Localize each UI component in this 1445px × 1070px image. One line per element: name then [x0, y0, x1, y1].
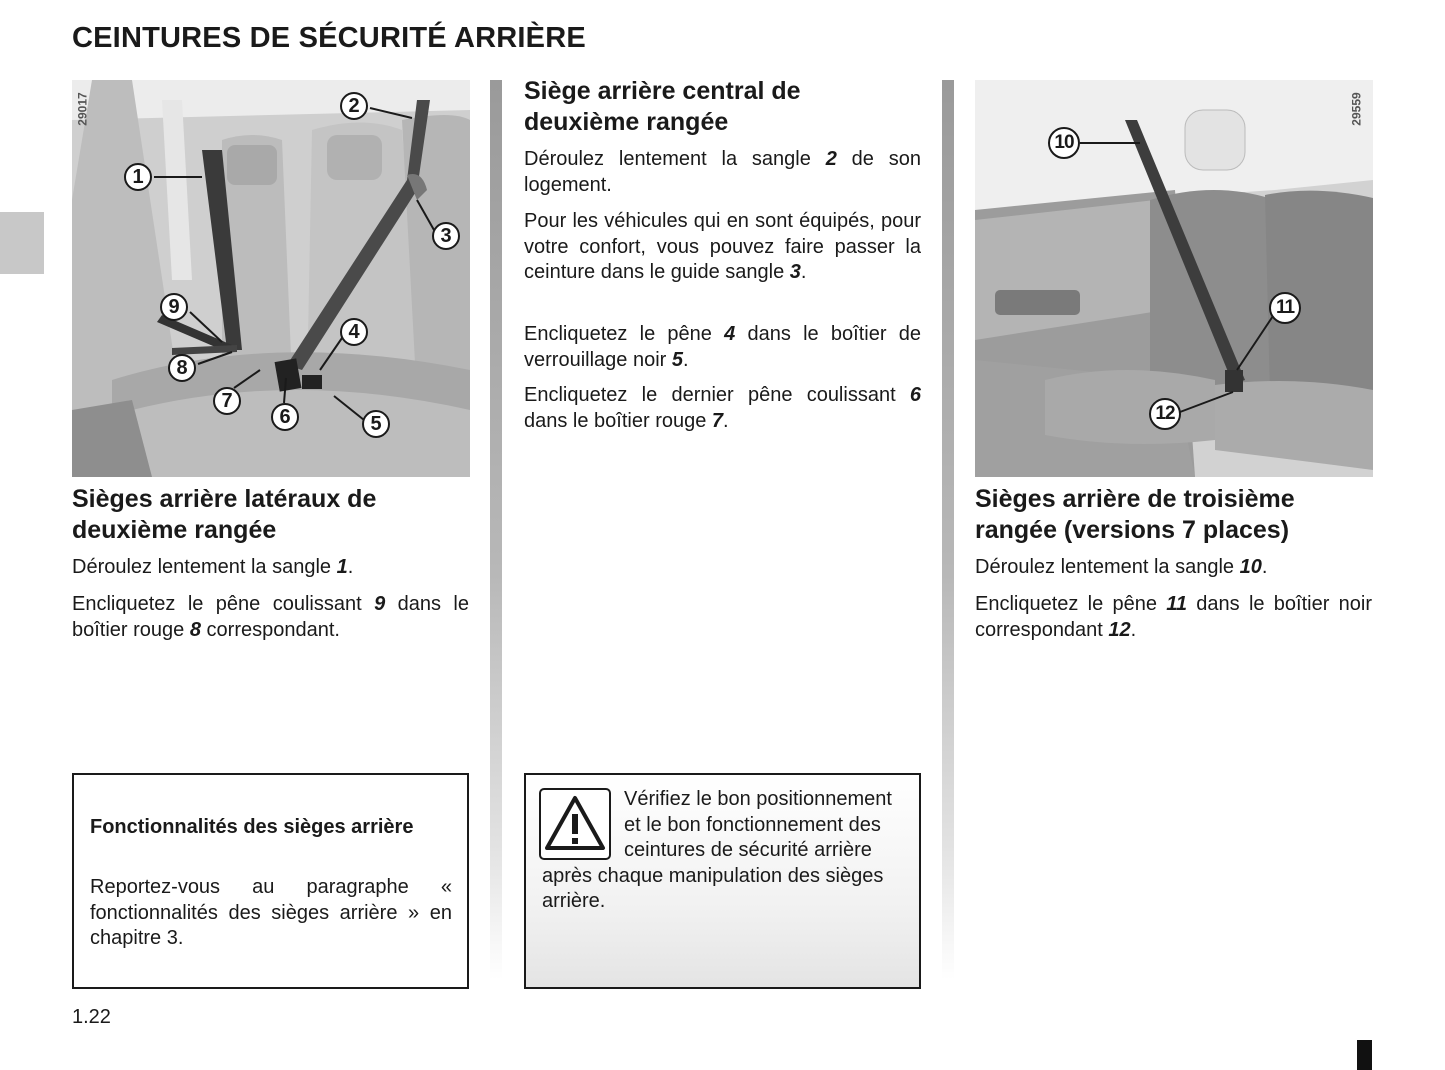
section-heading-second-row-center: Siège arrière central de deuxième rangée [524, 77, 801, 136]
callout-10: 10 [1048, 127, 1080, 159]
paragraph: Encliquetez le pêne 4 dans le boîtier de verrouillage noir 5. [524, 323, 921, 371]
paragraph: Encliquetez le pêne coulissant 9 dans le boîtier rouge 8 correspondant. [72, 593, 469, 641]
figure-reference-code: 29017 [75, 92, 90, 126]
figure-second-row-seats [72, 80, 470, 477]
callout-1: 1 [124, 163, 152, 191]
callout-6: 6 [271, 403, 299, 431]
paragraph: Déroulez lentement la sangle 1. [72, 556, 354, 578]
warning-text: Vérifiez le bon positionnement et le bon fonctionnement des ceintures de sécurité arrière après chaque manipulation des sièges arrière. [542, 788, 892, 912]
callout-leader-lines [72, 80, 470, 477]
section-heading-third-row: Sièges arrière de troisième rangée (versions 7 places) [975, 485, 1295, 544]
callout-2: 2 [340, 92, 368, 120]
paragraph: Déroulez lentement la sangle 10. [975, 556, 1268, 578]
page-title: CEINTURES DE SÉCURITÉ ARRIÈRE [72, 22, 586, 54]
page-number: 1.22 [72, 1006, 111, 1028]
warning-box [524, 773, 921, 989]
section-heading-second-row-side: Sièges arrière latéraux de deuxième rangée [72, 485, 377, 544]
paragraph: Encliquetez le pêne 11 dans le boîtier noir correspondant 12. [975, 593, 1372, 641]
column-divider-left [490, 80, 502, 980]
figure-third-row-seats [975, 80, 1373, 477]
callout-7: 7 [213, 387, 241, 415]
column-divider-right [942, 80, 954, 980]
callout-4: 4 [340, 318, 368, 346]
callout-3: 3 [432, 222, 460, 250]
callout-8: 8 [168, 354, 196, 382]
callout-leader-lines [975, 80, 1373, 477]
note-title: Fonctionnalités des sièges arrière [90, 816, 414, 838]
figure-reference-code: 29559 [1349, 92, 1364, 126]
chapter-tab [0, 212, 44, 274]
note-box [72, 773, 469, 989]
paragraph: Encliquetez le dernier pêne coulissant 6 dans le boîtier rouge 7. [524, 384, 921, 432]
callout-5: 5 [362, 410, 390, 438]
callout-11: 11 [1269, 292, 1301, 324]
callout-9: 9 [160, 293, 188, 321]
note-text: Reportez-vous au paragraphe « fonctionnalités des sièges arrière » en chapitre 3. [90, 876, 452, 949]
paragraph: Déroulez lentement la sangle 2 de son logement. [524, 148, 922, 196]
page-edge-marker [1357, 1040, 1372, 1070]
paragraph: Pour les véhicules qui en sont équipés, pour votre confort, vous pouvez faire passer la ceinture dans le guide sangle 3. [524, 210, 921, 283]
callout-12: 12 [1149, 398, 1181, 430]
